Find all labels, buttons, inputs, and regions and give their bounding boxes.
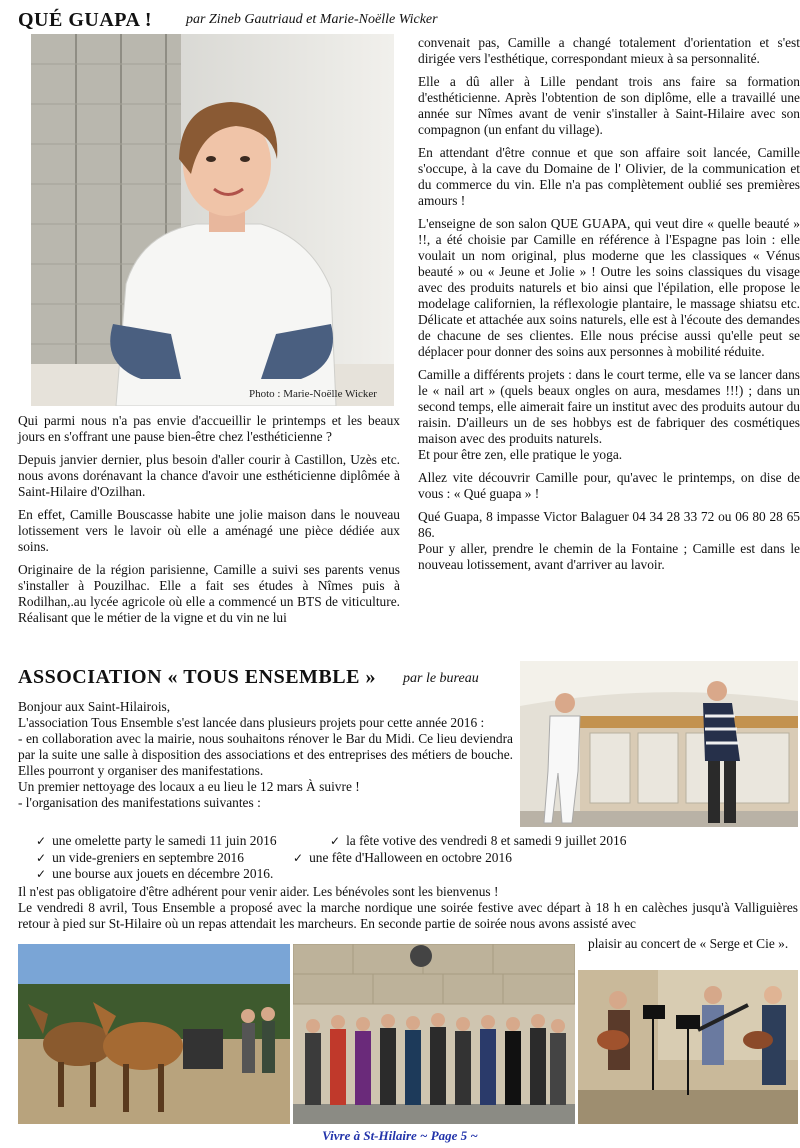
checkmark-icon: ✓ xyxy=(330,834,341,848)
paragraph: L'enseigne de son salon QUE GUAPA, qui veut dire « quelle beauté » !!, a été choisie par Camille en référence à l'Espagne pas loin : elle voulait un nom original, plus moderne que les classiques « Vénus beauté » ou « Jeune et Jolie » ! Outre les soins classiques du visage avec des produits naturels et bio ainsi que l'épilation, elle propose le modelage californien, la réflexologie plantaire, le massage shiatsu etc. Délicate et attachée aux soins naturels, elle est à l'écoute des demandes de chacune de ses clientes. Elle nous précise aussi qu'elle peut se déplacer pour donner des soins aux personnes à mobilité réduite. xyxy=(418,216,800,359)
article-byline: par Zineb Gautriaud et Marie-Noëlle Wicker xyxy=(186,12,438,27)
event-item: ✓ une fête d'Halloween en octobre 2016 xyxy=(293,850,512,865)
article2-closing xyxy=(18,884,798,932)
paragraph: Camille a différents projets : dans le court terme, elle va se lancer dans le « nail art » (quels beaux ongles on aura, mesdames !!!) ; dans un second temps, elle aimerait faire un institut avec des produits autour du raisin. D'ailleurs un de ses hobbys est de fabriquer des cosmétiques maison avec des produits naturels. xyxy=(418,367,800,446)
checkmark-icon: ✓ xyxy=(36,867,47,881)
caleche-photo xyxy=(18,944,290,1124)
checkmark-icon: ✓ xyxy=(36,851,47,865)
paragraph: Qué Guapa, 8 impasse Victor Balaguer 04 34 28 33 72 ou 06 80 28 65 86. xyxy=(418,509,800,540)
event-item: ✓ un vide-greniers en septembre 2016 xyxy=(36,850,244,865)
group-photo xyxy=(293,944,575,1124)
paragraph: Allez vite découvrir Camille pour, qu'avec le printemps, on dise de vous : « Qué guapa » ! xyxy=(418,470,800,501)
paragraph: convenait pas, Camille a changé totalement d'orientation et s'est dirigée vers l'esthétique, correspondant mieux à sa personnalité. xyxy=(418,35,800,66)
article2-concert-text: plaisir au concert de « Serge et Cie ». xyxy=(588,936,789,951)
photo-caption: Photo : Marie-Noëlle Wicker xyxy=(249,388,377,400)
paragraph: - l'organisation des manifestations suivantes : xyxy=(18,795,261,810)
paragraph: Depuis janvier dernier, plus besoin d'aller courir à Castillon, Uzès etc. nous avons dorénavant la chance d'avoir une esthéticienne diplômée à Saint-Hilaire d'Ozilhan. xyxy=(18,452,400,499)
paragraph: Un premier nettoyage des locaux a eu lieu le 12 mars À suivre ! xyxy=(18,779,360,794)
paragraph: Originaire de la région parisienne, Camille a suivi ses parents venus s'installer à Pouzilhac. Elle a fait ses études à Nîmes puis à Rodilhan,.au lycée agricole où elle a commencé un BTS de viticulture. Réalisant que le métier de la vigne et du vin ne lui xyxy=(18,562,400,625)
paragraph: Elle a dû aller à Lille pendant trois ans faire sa formation d'esthéticienne. Après l'obtention de son diplôme, elle a travaillé une année sur Nîmes avant de venir s'installer à Saint-Hilaire avec son compagnon (un enfant du village). xyxy=(418,74,800,137)
page-footer: Vivre à St-Hilaire ~ Page 5 ~ xyxy=(322,1128,478,1143)
greeting: Bonjour aux Saint-Hilairois, xyxy=(18,699,171,714)
article1-right-column xyxy=(418,35,800,580)
paragraph: En attendant d'être connue et que son affaire soit lancée, Camille s'occupe, à la cave du Domaine de l' Olivier, de la communication et du commerce du vin. Elle n'a pas complètement oublié ses premières amours ! xyxy=(418,145,800,208)
event-item: ✓ la fête votive des vendredi 8 et samedi 9 juillet 2016 xyxy=(330,833,627,848)
checkmark-icon: ✓ xyxy=(36,834,47,848)
article-title-que-guapa: QUÉ GUAPA ! xyxy=(18,9,153,31)
concert-photo xyxy=(578,970,798,1124)
event-item: ✓ une bourse aux jouets en décembre 2016. xyxy=(36,866,274,881)
paragraph: Le vendredi 8 avril, Tous Ensemble a proposé avec la marche nordique une soirée festive avec départ à 18 h en calèches jusqu'à Valliguières retour à pied sur St-Hilaire où un repas attendait les marcheurs. En seconde partie de soirée nous avons assisté avec xyxy=(18,900,798,931)
paragraph: L'association Tous Ensemble s'est lancée dans plusieurs projets pour cette année 2016 : xyxy=(18,715,485,730)
event-item: ✓ une omelette party le samedi 11 juin 2016 xyxy=(36,833,277,848)
checkmark-icon: ✓ xyxy=(293,851,304,865)
article-title-tous-ensemble: ASSOCIATION « TOUS ENSEMBLE » xyxy=(18,666,376,688)
paragraph: Pour y aller, prendre le chemin de la Fontaine ; Camille est dans le nouveau lotissement, avant d'arriver au lavoir. xyxy=(418,541,800,572)
paragraph: En effet, Camille Bouscasse habite une jolie maison dans le nouveau lotissement vers le lavoir où elle a aménagé une pièce dédiée aux soins. xyxy=(18,507,400,554)
article2-intro xyxy=(18,699,513,811)
paragraph: - en collaboration avec la mairie, nous souhaitons rénover le Bar du Midi. Ce lieu deviendra par la suite une salle à disposition des associations et des entreprises des métiers de bouche. Elles pourront y organiser des manifestations. xyxy=(18,731,513,778)
paragraph: Il n'est pas obligatoire d'être adhérent pour venir aider. Les bénévoles sont les bienvenus ! xyxy=(18,884,499,899)
paragraph: Et pour être zen, elle pratique le yoga. xyxy=(418,447,623,462)
renovation-photo xyxy=(520,661,798,827)
paragraph: Qui parmi nous n'a pas envie d'accueillir le printemps et les beaux jours en s'offrant une pause bien-être chez l'esthéticienne ? xyxy=(18,413,400,444)
article1-left-column xyxy=(18,413,400,633)
portrait-photo xyxy=(31,34,394,406)
article2-byline: par le bureau xyxy=(403,671,479,686)
